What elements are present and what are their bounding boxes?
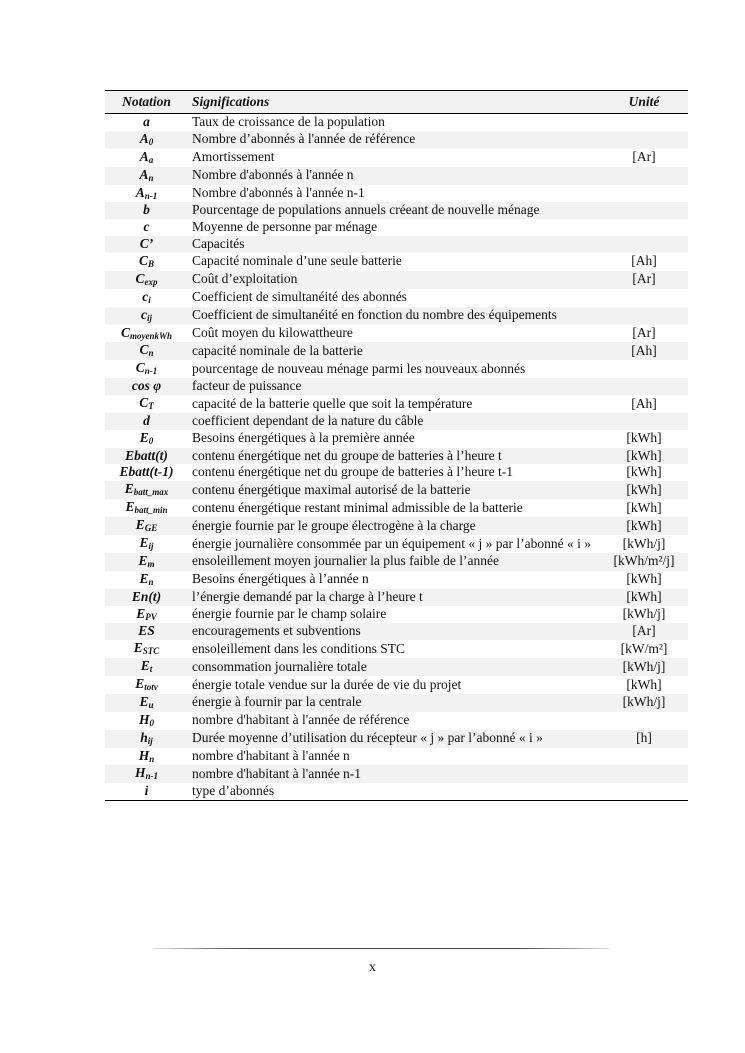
notation-cell [105, 499, 188, 517]
table-row [105, 325, 688, 343]
notation-symbol: En(t) [131, 588, 162, 604]
unit-cell: [Ah] [631, 253, 657, 269]
notation-cell [105, 149, 188, 167]
notation-symbol: c [143, 219, 150, 235]
signification-cell: Coefficient de simultanéité en fonction du nombre des équipements [188, 307, 600, 325]
notation-symbol: E [125, 499, 135, 515]
unit-cell: [kWh] [600, 517, 688, 535]
signification-cell: énergie fournie par le champ solaire [192, 606, 387, 622]
notation-subscript: PV [145, 611, 157, 622]
signification-cell: Nombre d'abonnés à l'année n-1 [192, 185, 365, 201]
notation-subscript: 0 [149, 717, 154, 728]
table-body [105, 114, 688, 801]
unit-cell [600, 360, 688, 378]
notation-subscript: GE [144, 523, 158, 534]
notation-symbol: E [139, 535, 149, 550]
notation-subscript: ij [148, 541, 154, 551]
table-row [105, 149, 688, 167]
signification-cell: contenu énergétique restant minimal admissible de la batterie [192, 499, 523, 515]
unit-cell: [kWh] [626, 676, 662, 692]
signification-cell: Coût d’exploitation [188, 271, 600, 289]
unit-cell: [Ar] [600, 623, 688, 640]
signification-cell: pourcentage de nouveau ménage parmi les nouveaux abonnés [192, 360, 526, 376]
unit-cell: [Ah] [631, 395, 657, 411]
table-row [105, 378, 688, 395]
notation-cell [105, 676, 188, 694]
notation-subscript: t [149, 664, 153, 675]
unit-cell [600, 185, 688, 203]
notation-symbol: Ebatt(t-1) [119, 464, 174, 480]
unit-cell: [kWh] [600, 481, 688, 499]
notation-cell [105, 360, 188, 378]
notation-cell [105, 553, 188, 571]
notation-symbol: C [138, 252, 148, 268]
table-row [105, 167, 688, 185]
notation-subscript: exp [144, 276, 158, 287]
signification-cell: énergie journalière consommée par un équipement « j » par l’abonné « i » [192, 535, 591, 551]
signification-cell: Amortissement [192, 149, 275, 165]
signification-cell: contenu énergétique net du groupe de batteries à l’heure t-1 [192, 464, 513, 480]
notation-subscript: n-1 [145, 771, 159, 782]
notation-cell [105, 289, 188, 307]
unit-cell: [kWh/j] [622, 535, 666, 551]
table-row [105, 395, 688, 413]
table-header-row [105, 91, 688, 114]
notation-subscript: n-1 [144, 366, 158, 377]
table-row [105, 342, 688, 360]
signification-cell: ensoleillement moyen journalier la plus faible de l’année [188, 553, 600, 571]
notation-symbol: H [134, 765, 146, 781]
notation-cell [105, 342, 188, 360]
notation-symbol: H [138, 711, 150, 727]
table-row [105, 271, 688, 289]
signification-cell: facteur de puissance [188, 378, 600, 395]
unit-cell: [kWh] [600, 589, 688, 606]
notation-cell [105, 219, 188, 236]
notation-symbol: E [135, 676, 145, 692]
notation-cell [105, 481, 188, 499]
notation-cell [105, 658, 188, 676]
table-row [105, 413, 688, 430]
notation-subscript: m [147, 558, 155, 569]
notation-subscript: u [148, 699, 154, 710]
notation-symbol: E [138, 552, 148, 568]
table-row [105, 571, 688, 589]
notation-symbol: E [124, 481, 134, 497]
notation-symbol: E [139, 693, 149, 709]
notation-cell [105, 589, 188, 606]
table-row [105, 236, 688, 253]
notation-symbol: a [143, 114, 150, 129]
signification-cell: contenu énergétique net du groupe de batteries à l’heure t [188, 448, 600, 465]
unit-cell [600, 131, 688, 149]
unit-cell [600, 783, 688, 800]
notation-cell [105, 395, 188, 413]
unit-cell: [kWh] [626, 430, 662, 446]
header-signification: Significations [188, 91, 600, 114]
unit-cell: [Ah] [600, 342, 688, 360]
notation-cell [105, 114, 188, 131]
table-row [105, 517, 688, 535]
notation-cell [105, 167, 188, 185]
signification-cell: énergie totale vendue sur la durée de vie du projet [192, 676, 462, 692]
signification-cell: Coefficient de simultanéité des abonnés [192, 289, 407, 305]
page-number: x [369, 960, 376, 975]
table-row [105, 765, 688, 783]
unit-cell [600, 712, 688, 730]
notation-cell [105, 640, 188, 658]
notation-symbol: c [142, 288, 149, 304]
notation-symbol: C [139, 395, 149, 411]
notation-subscript: STC [142, 646, 160, 657]
notation-cell [105, 271, 188, 289]
signification-cell: capacité nominale de la batterie [188, 342, 600, 360]
table-row [105, 131, 688, 149]
unit-cell: [kWh/m²/j] [600, 553, 688, 571]
unit-cell: [Ar] [632, 325, 656, 341]
unit-cell: [kWh] [626, 499, 662, 515]
unit-cell [600, 378, 688, 395]
notation-symbol: i [144, 783, 149, 799]
notation-cell [105, 606, 188, 624]
notation-symbol: E [133, 640, 143, 656]
notation-symbol: A [139, 130, 149, 146]
unit-cell: [kWh] [626, 571, 662, 587]
notation-subscript: batt_max [133, 487, 169, 498]
notation-cell [105, 694, 188, 712]
table-row [105, 448, 688, 465]
signification-cell: type d’abonnés [188, 783, 600, 800]
signification-cell: Capacité nominale d’une seule batterie [192, 253, 402, 269]
table-row [105, 360, 688, 378]
notation-symbol: A [139, 166, 149, 182]
unit-cell: [kWh/j] [600, 694, 688, 712]
notation-cell [105, 236, 188, 253]
unit-cell [600, 748, 688, 766]
notation-cell [105, 413, 188, 430]
table-row [105, 730, 688, 748]
notation-subscript: moyenkWh [130, 330, 173, 341]
notation-symbol: Ebatt(t) [125, 447, 168, 463]
notation-subscript: ij [147, 735, 153, 746]
unit-cell: [h] [600, 730, 688, 748]
unit-cell: [Ar] [632, 149, 656, 165]
signification-cell: l’énergie demandé par la charge à l’heure t [188, 589, 600, 606]
signification-cell: énergie à fournir par la centrale [188, 694, 600, 712]
notation-symbol: E [139, 570, 149, 586]
footer-divider [153, 948, 609, 949]
notation-cell [105, 307, 188, 325]
table-row [105, 748, 688, 766]
signification-cell: énergie fournie par le groupe électrogène à la charge [188, 517, 600, 535]
notation-cell [105, 464, 188, 481]
table-row [105, 658, 688, 676]
notation-cell [105, 783, 188, 800]
notation-table [105, 90, 688, 801]
notation-cell [105, 748, 188, 766]
notation-subscript: T [148, 401, 154, 412]
notation-symbol: A [135, 184, 145, 200]
table-row [105, 640, 688, 658]
notation-cell [105, 517, 188, 535]
signification-cell: contenu énergétique maximal autorisé de la batterie [188, 481, 600, 499]
signification-cell: capacité de la batterie quelle que soit la température [192, 395, 473, 411]
header-notation: Notation [105, 91, 188, 114]
unit-cell: [Ar] [600, 271, 688, 289]
unit-cell [600, 202, 688, 219]
notation-cell [105, 131, 188, 149]
notation-cell [105, 765, 188, 783]
notation-symbol: h [140, 729, 148, 745]
notation-symbol: C’ [139, 236, 154, 252]
notation-symbol: E [136, 605, 146, 621]
notation-cell [105, 185, 188, 203]
unit-cell: [kWh] [626, 464, 662, 480]
notation-subscript: n [149, 753, 155, 764]
table-row [105, 589, 688, 606]
signification-cell: coefficient dependant de la nature du câble [188, 413, 600, 430]
notation-subscript: n [148, 576, 154, 587]
signification-cell: nombre d'habitant à l'année n [192, 748, 350, 764]
unit-cell [600, 289, 688, 307]
table-row [105, 430, 688, 448]
notation-symbol: b [143, 202, 150, 218]
notation-symbol: cos φ [131, 378, 162, 394]
notation-symbol: C [135, 360, 145, 376]
notation-cell [105, 712, 188, 730]
signification-cell: ensoleillement dans les conditions STC [192, 640, 405, 656]
notation-cell [105, 623, 188, 640]
signification-cell: nombre d'habitant à l'année de référence [192, 712, 410, 728]
signification-cell: Pourcentage de populations annuels créeant de nouvelle ménage [188, 202, 600, 219]
notation-cell [105, 253, 188, 271]
table-row [105, 712, 688, 730]
notation-subscript: totv [144, 682, 158, 693]
table-row [105, 694, 688, 712]
unit-cell [600, 307, 688, 325]
notation-cell [105, 448, 188, 465]
unit-cell: [kWh/j] [622, 606, 666, 622]
unit-cell [600, 765, 688, 783]
table-row [105, 499, 688, 517]
notation-cell [105, 202, 188, 219]
signification-cell: Besoins énergétiques à la première année [192, 430, 415, 446]
notation-symbol: c [140, 306, 147, 322]
table-row [105, 535, 688, 553]
unit-cell [600, 236, 688, 253]
notation-subscript: n-1 [144, 190, 158, 201]
table-row [105, 606, 688, 624]
table-row [105, 481, 688, 499]
notation-symbol: E [139, 429, 149, 445]
signification-cell: encouragements et subventions [188, 623, 600, 640]
table-row [105, 289, 688, 307]
signification-cell: Moyenne de personne par ménage [192, 219, 378, 235]
table-row [105, 253, 688, 271]
notation-symbol: ES [138, 623, 155, 639]
signification-cell: Durée moyenne d’utilisation du récepteur « j » par l’abonné « i » [188, 730, 600, 748]
table-row [105, 114, 688, 131]
signification-cell: Taux de croissance de la population [192, 114, 385, 129]
signification-cell: Nombre d'abonnés à l'année n [188, 167, 600, 185]
notation-cell [105, 535, 188, 553]
notation-symbol: C [120, 324, 130, 340]
notation-cell [105, 730, 188, 748]
notation-subscript: n [148, 172, 154, 183]
signification-cell: nombre d'habitant à l'année n-1 [188, 765, 600, 783]
notation-subscript: 0 [148, 136, 154, 147]
unit-cell [600, 167, 688, 185]
unit-cell [600, 413, 688, 430]
unit-cell: [kWh] [600, 448, 688, 465]
table-row [105, 219, 688, 236]
table-row [105, 464, 688, 481]
signification-cell: Nombre d’abonnés à l'année de référence [188, 131, 600, 149]
notation-symbol: A [139, 148, 149, 164]
unit-cell [600, 219, 688, 236]
table-row [105, 623, 688, 640]
notation-cell [105, 571, 188, 589]
table-row [105, 307, 688, 325]
notation-subscript: ij [146, 312, 152, 323]
table-row [105, 553, 688, 571]
notation-symbol: H [138, 747, 150, 763]
signification-cell: Capacités [188, 236, 600, 253]
table-row [105, 185, 688, 203]
notation-subscript: B [148, 258, 155, 269]
notation-symbol: d [143, 412, 150, 428]
table-row [105, 676, 688, 694]
notation-cell [105, 430, 188, 448]
signification-cell: Besoins énergétiques à l’année n [192, 571, 369, 587]
notation-subscript: i [148, 294, 151, 305]
notation-symbol: E [140, 658, 150, 674]
table-row [105, 202, 688, 219]
notation-symbol: C [139, 342, 149, 358]
notation-cell [105, 325, 188, 343]
notation-subscript: a [148, 154, 154, 165]
signification-cell: consommation journalière totale [188, 658, 600, 676]
signification-cell: Coût moyen du kilowattheure [192, 325, 353, 341]
unit-cell: [kWh/j] [600, 658, 688, 676]
notation-subscript: batt_min [134, 505, 168, 516]
notation-cell [105, 378, 188, 395]
notation-symbol: C [135, 270, 145, 286]
unit-cell [600, 114, 688, 131]
header-unite: Unité [600, 91, 688, 114]
notation-subscript: n [148, 348, 154, 359]
unit-cell: [kW/m²] [620, 640, 668, 656]
notation-symbol: E [135, 517, 145, 533]
table-row [105, 783, 688, 800]
notation-subscript: 0 [148, 435, 154, 446]
